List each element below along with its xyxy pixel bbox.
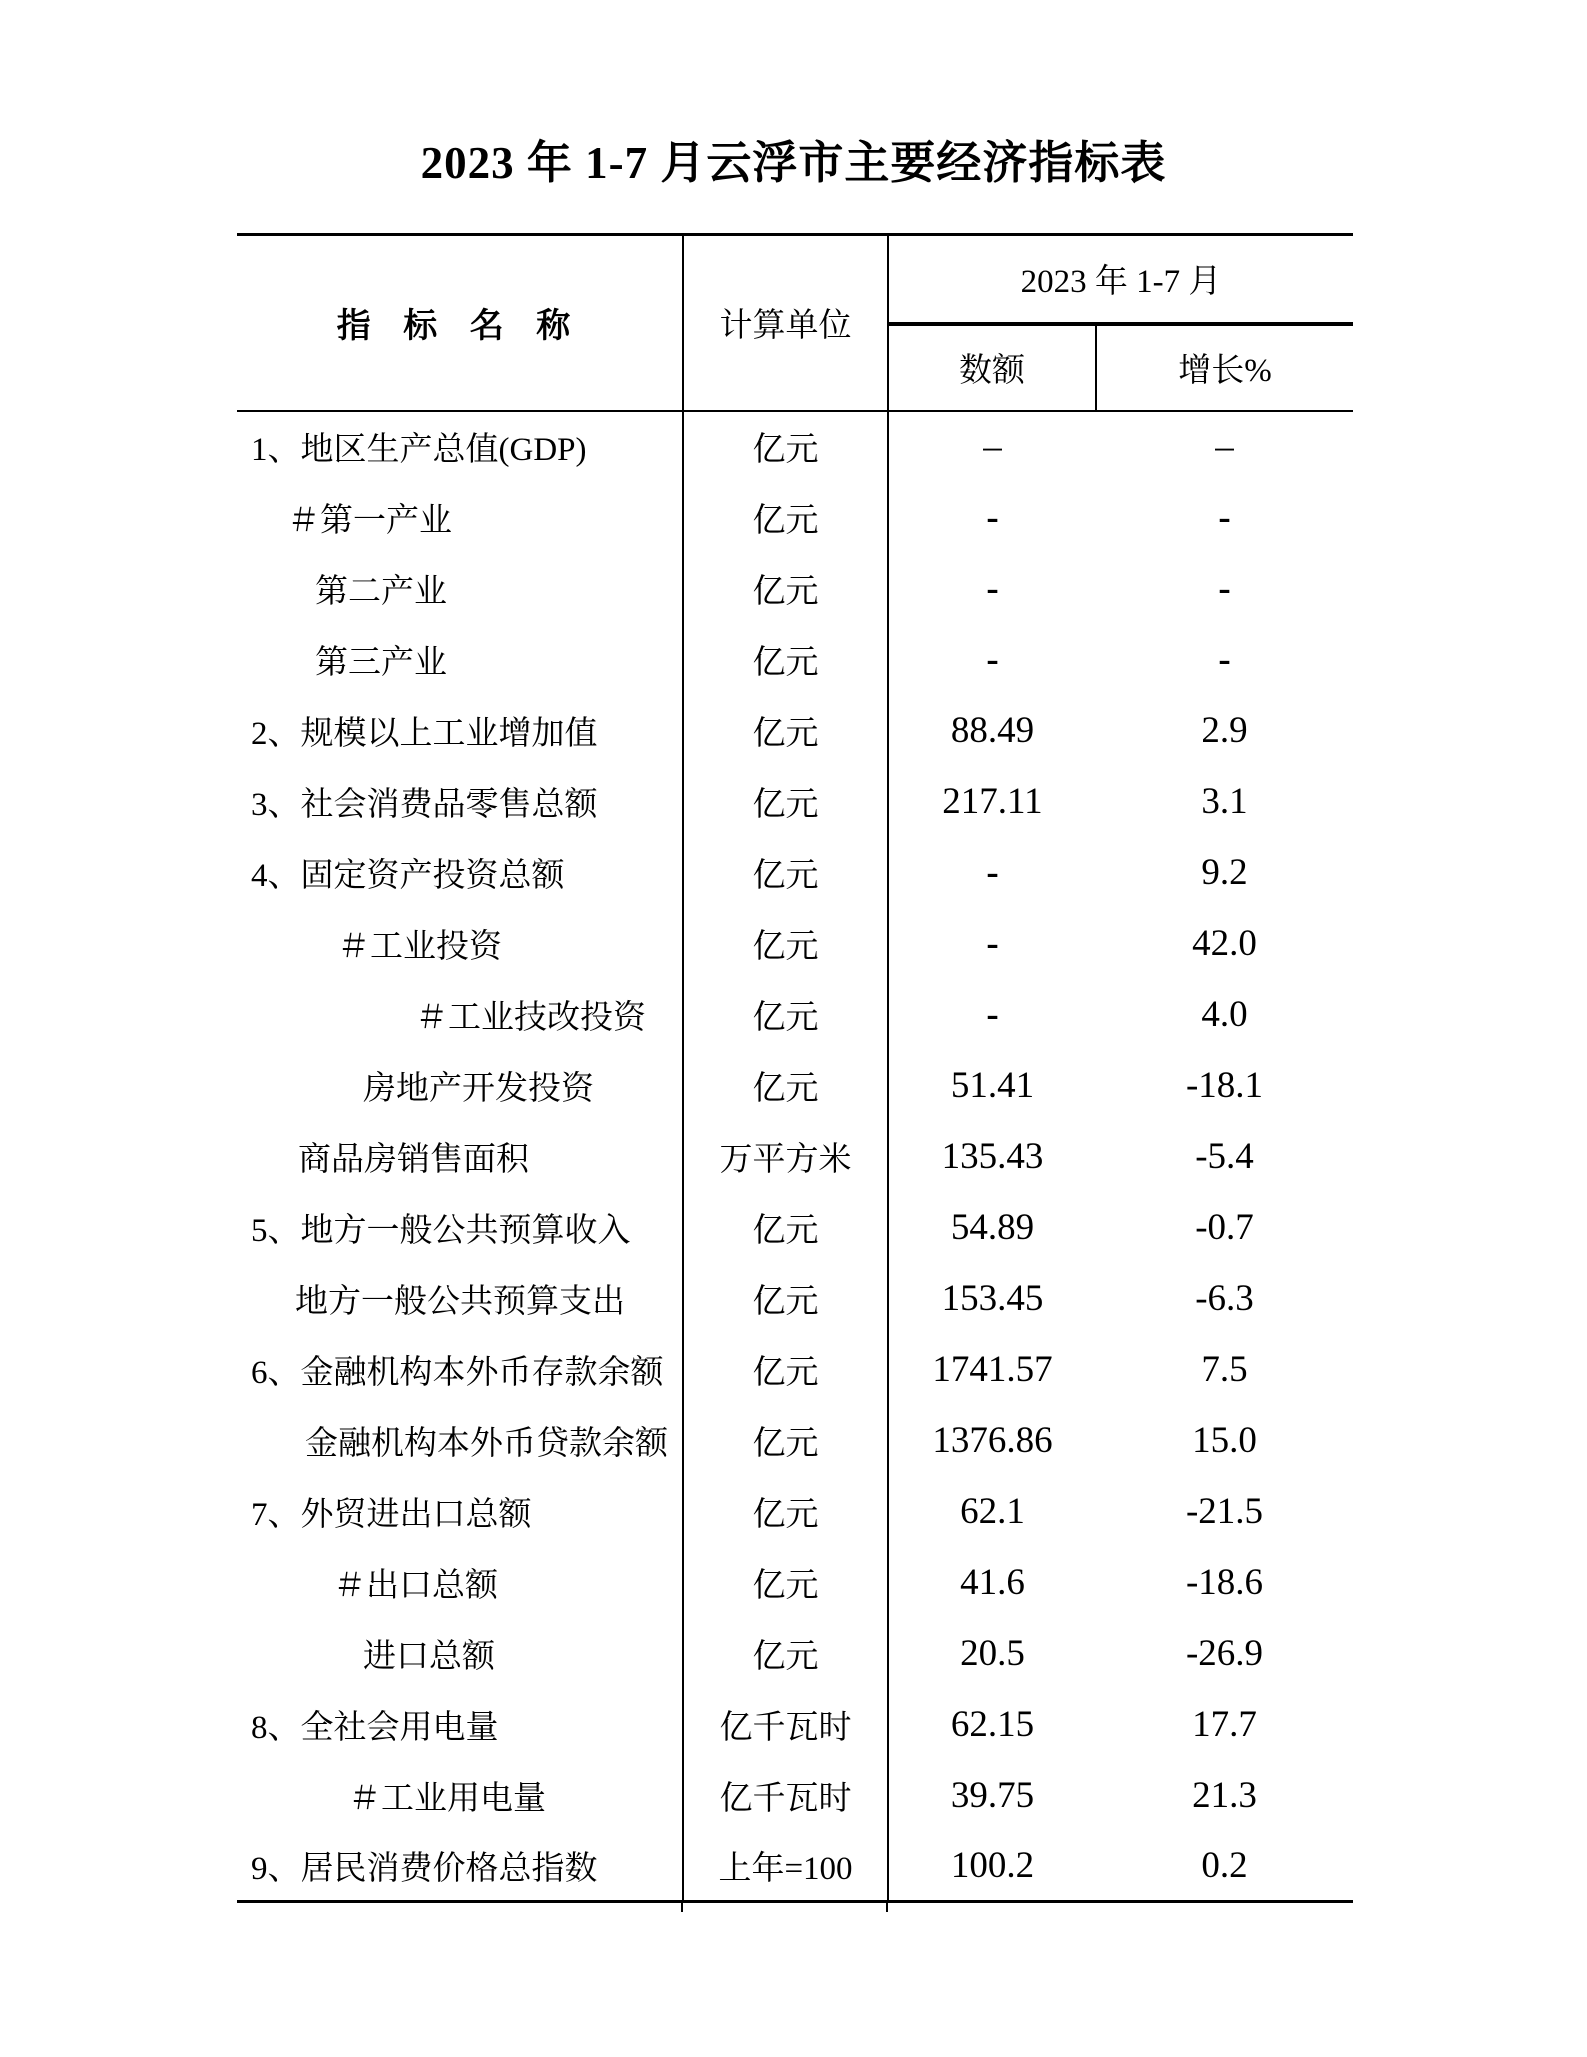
- amount-cell: 100.2: [950, 1844, 1035, 1886]
- amount-cell: 62.1: [960, 1490, 1025, 1532]
- amount-cell: 217.11: [942, 780, 1043, 822]
- growth-cell: -5.4: [1195, 1135, 1254, 1177]
- unit-cell: 亿元: [683, 1192, 888, 1263]
- amount-cell: -: [986, 851, 999, 893]
- indicator-name-cell: 3、社会消费品零售总额: [237, 766, 683, 837]
- indicator-name-cell: 8、全社会用电量: [237, 1689, 683, 1760]
- growth-cell: -18.1: [1185, 1064, 1264, 1106]
- growth-cell: 21.3: [1192, 1774, 1257, 1816]
- table-row: [237, 1121, 1353, 1192]
- table-row: [237, 979, 1353, 1050]
- table-row: [237, 1476, 1353, 1547]
- growth-cell: 42.0: [1192, 922, 1257, 964]
- indicator-name-cell: 进口总额: [237, 1618, 683, 1689]
- unit-cell: 亿元: [683, 624, 888, 695]
- amount-cell: 1376.86: [932, 1419, 1053, 1461]
- unit-cell: 亿元: [683, 908, 888, 979]
- growth-cell: -: [1218, 496, 1231, 538]
- table-row: [237, 1547, 1353, 1618]
- table-row: [237, 1192, 1353, 1263]
- table-row: [237, 766, 1353, 837]
- indicator-name-cell: 7、外贸进出口总额: [237, 1476, 683, 1547]
- amount-cell: 54.89: [950, 1206, 1035, 1248]
- amount-cell: 153.45: [941, 1277, 1044, 1319]
- indicator-name-cell: 房地产开发投资: [237, 1050, 683, 1121]
- growth-cell: -: [1218, 638, 1231, 680]
- indicators-table: [237, 233, 1353, 1903]
- table-row: [237, 1405, 1353, 1476]
- indicator-name-cell: ＃出口总额: [237, 1547, 683, 1618]
- table-row: [237, 482, 1353, 553]
- header-row-top: [237, 235, 1353, 324]
- indicator-name-cell: 1、地区生产总值(GDP): [237, 411, 683, 482]
- unit-cell: 上年=100: [683, 1831, 888, 1902]
- indicator-name-cell: 第二产业: [237, 553, 683, 624]
- indicator-name-cell: ＃工业用电量: [237, 1760, 683, 1831]
- amount-cell: 88.49: [950, 709, 1035, 751]
- unit-cell: 亿元: [683, 1050, 888, 1121]
- unit-cell: 亿元: [683, 1263, 888, 1334]
- growth-cell: 15.0: [1192, 1419, 1257, 1461]
- table-row: [237, 1831, 1353, 1902]
- unit-cell: 亿千瓦时: [683, 1760, 888, 1831]
- amount-cell: 20.5: [960, 1632, 1025, 1674]
- indicator-name-cell: 6、金融机构本外币存款余额: [237, 1334, 683, 1405]
- indicator-name-cell: 5、地方一般公共预算收入: [237, 1192, 683, 1263]
- growth-cell: 9.2: [1201, 851, 1248, 893]
- indicator-name-cell: 金融机构本外币贷款余额: [237, 1405, 683, 1476]
- unit-cell: 亿元: [683, 482, 888, 553]
- header-growth: 增长%: [1096, 324, 1353, 411]
- table-body: [237, 411, 1353, 1902]
- unit-cell: 亿元: [683, 1547, 888, 1618]
- table-row: [237, 1263, 1353, 1334]
- header-unit: 计算单位: [683, 235, 888, 411]
- amount-cell: 135.43: [941, 1135, 1044, 1177]
- unit-cell: 亿千瓦时: [683, 1689, 888, 1760]
- amount-cell: –: [983, 426, 1002, 467]
- amount-cell: -: [986, 993, 999, 1035]
- growth-cell: -0.7: [1195, 1206, 1254, 1248]
- unit-cell: 亿元: [683, 979, 888, 1050]
- table-row: [237, 411, 1353, 482]
- table-header: [237, 235, 1353, 411]
- amount-cell: 51.41: [950, 1064, 1035, 1106]
- table-row: [237, 1334, 1353, 1405]
- table-row: [237, 1618, 1353, 1689]
- table-row: [237, 1050, 1353, 1121]
- growth-cell: -18.6: [1185, 1561, 1264, 1603]
- growth-cell: -6.3: [1195, 1277, 1254, 1319]
- column-divider-overhang: [886, 1900, 888, 1912]
- indicators-table-wrap: [237, 233, 1353, 1903]
- unit-cell: 亿元: [683, 695, 888, 766]
- unit-cell: 亿元: [683, 553, 888, 624]
- page-title: 2023 年 1-7 月云浮市主要经济指标表: [420, 138, 1167, 188]
- table-row: [237, 695, 1353, 766]
- indicator-name-cell: 地方一般公共预算支出: [237, 1263, 683, 1334]
- table-row: [237, 908, 1353, 979]
- unit-cell: 亿元: [683, 1405, 888, 1476]
- unit-cell: 亿元: [683, 1476, 888, 1547]
- table-row: [237, 553, 1353, 624]
- growth-cell: -26.9: [1185, 1632, 1264, 1674]
- indicator-name-cell: ＃工业投资: [237, 908, 683, 979]
- indicator-name-cell: 4、固定资产投资总额: [237, 837, 683, 908]
- indicator-name-cell: 第三产业: [237, 624, 683, 695]
- table-row: [237, 1689, 1353, 1760]
- table-row: [237, 624, 1353, 695]
- unit-cell: 亿元: [683, 766, 888, 837]
- amount-cell: -: [986, 922, 999, 964]
- amount-cell: -: [986, 638, 999, 680]
- growth-cell: 2.9: [1201, 709, 1248, 751]
- growth-cell: 7.5: [1201, 1348, 1248, 1390]
- growth-cell: 4.0: [1201, 993, 1248, 1035]
- unit-cell: 亿元: [683, 837, 888, 908]
- indicator-name-cell: ＃工业技改投资: [237, 979, 683, 1050]
- table-row: [237, 837, 1353, 908]
- unit-cell: 亿元: [683, 1334, 888, 1405]
- amount-cell: 41.6: [960, 1561, 1025, 1603]
- unit-cell: 亿元: [683, 411, 888, 482]
- table-row: [237, 1760, 1353, 1831]
- amount-cell: -: [986, 567, 999, 609]
- unit-cell: 万平方米: [683, 1121, 888, 1192]
- unit-cell: 亿元: [683, 1618, 888, 1689]
- growth-cell: –: [1215, 426, 1234, 467]
- growth-cell: -21.5: [1185, 1490, 1264, 1532]
- amount-cell: 1741.57: [932, 1348, 1053, 1390]
- header-period: 2023 年 1-7 月: [888, 235, 1353, 324]
- column-divider-overhang: [681, 1900, 683, 1912]
- growth-cell: 0.2: [1201, 1844, 1248, 1886]
- amount-cell: 39.75: [950, 1774, 1035, 1816]
- header-indicator-name: 指 标 名 称: [237, 235, 683, 411]
- growth-cell: -: [1218, 567, 1231, 609]
- header-amount: 数额: [888, 324, 1096, 411]
- indicator-name-cell: 商品房销售面积: [237, 1121, 683, 1192]
- growth-cell: 17.7: [1192, 1703, 1257, 1745]
- indicator-name-cell: 9、居民消费价格总指数: [237, 1831, 683, 1902]
- indicator-name-cell: 2、规模以上工业增加值: [237, 695, 683, 766]
- indicator-name-cell: ＃第一产业: [237, 482, 683, 553]
- growth-cell: 3.1: [1201, 780, 1248, 822]
- amount-cell: 62.15: [950, 1703, 1035, 1745]
- amount-cell: -: [986, 496, 999, 538]
